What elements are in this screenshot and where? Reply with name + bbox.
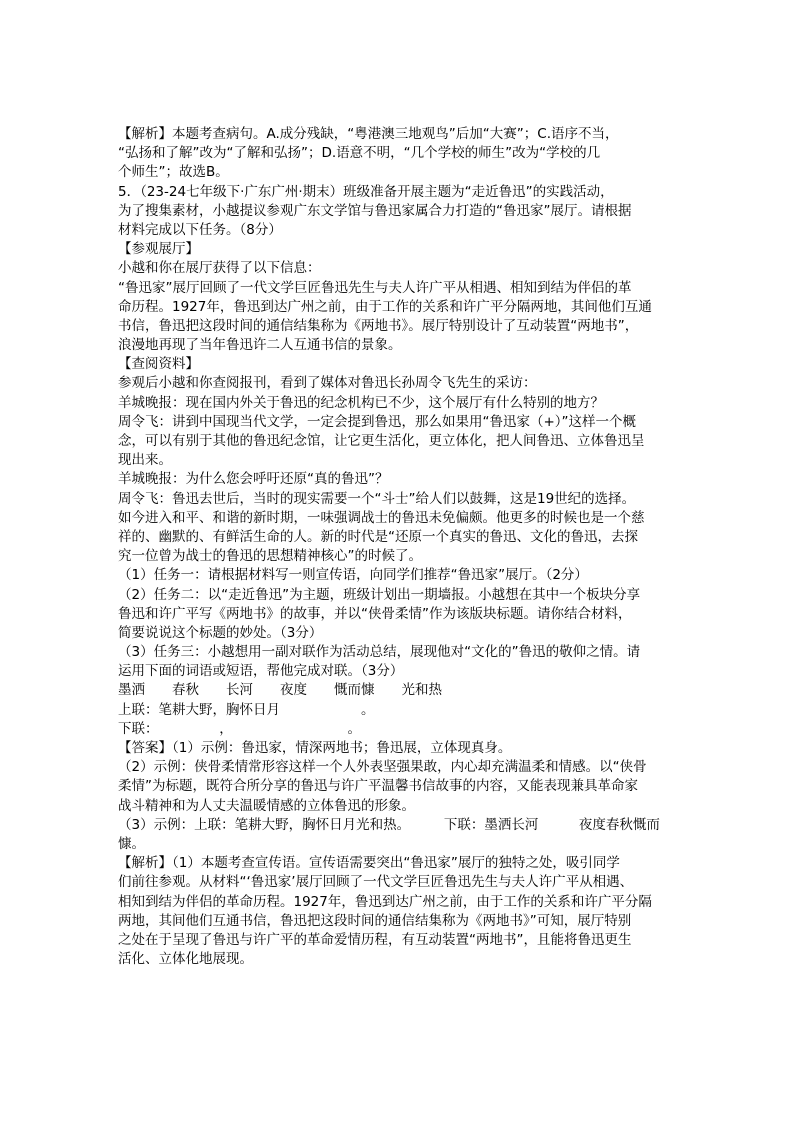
- document-body: [118, 125, 678, 969]
- answer-line: 【答案】（1）示例：鲁迅家，情深两地书；鲁迅展，立体现真身。: [118, 740, 512, 756]
- task-line: （1）任务一：请根据材料写一则宣传语，向同学们推荐“鲁迅家”展厅。（2分）: [118, 567, 588, 584]
- section-heading: 【查阅资料】: [118, 356, 199, 373]
- task-line: （2）任务二：以“走近鲁迅”为主题，班级计划出一期墙报。小越想在其中一个板块分享: [118, 586, 641, 603]
- question-line: 为了搜集素材，小越提议参观广东文学馆与鲁迅家属合力打造的“鲁迅家”展厅。请根据: [118, 202, 632, 219]
- couplet-lower: 下联： ， 。: [118, 720, 361, 737]
- analysis-line: 个师生”；故选B。: [118, 164, 229, 181]
- interview-line: 祥的、幽默的、有鲜活生命的人。新的时代是“还原一个真实的鲁迅、文化的鲁迅，去探: [118, 528, 638, 545]
- material-line: “鲁迅家”展厅回顾了一代文学巨匠鲁迅先生与夫人许广平从相遇、相知到结为伴侣的革: [118, 279, 632, 296]
- analysis-line: 之处在于呈现了鲁迅与许广平的革命爱情历程，有互动装置“两地书”，且能将鲁迅更生: [118, 931, 632, 948]
- answer-line: 慷。: [118, 835, 145, 852]
- question-line: 5．（23-24七年级下·广东广州·期末）班级准备开展主题为“走近鲁迅”的实践活动，: [118, 183, 614, 200]
- interview-line: 周令飞：讲到中国现当代文学，一定会提到鲁迅，那么如果用“鲁迅家（+）”这样一个概: [118, 413, 637, 430]
- analysis-line: 【解析】本题考查病句。A.成分残缺，“粤港澳三地观鸟”后加“大赛”；C.语序不当，: [118, 126, 619, 142]
- interview-line: 周令飞：鲁迅去世后，当时的现实需要一个“斗士”给人们以鼓舞，这是19世纪的选择。: [118, 490, 636, 507]
- task-line: 简要说说这个标题的妙处。（3分）: [118, 624, 323, 641]
- task-line: （3）任务三：小越想用一副对联作为活动总结，展现他对“文化的”鲁迅的敬仰之情。请: [118, 644, 641, 661]
- task-line: 运用下面的词语或短语，帮他完成对联。（3分）: [118, 663, 404, 680]
- answer-line: 战斗精神和为人丈夫温暖情感的立体鲁迅的形象。: [118, 797, 415, 814]
- section-heading: 【参观展厅】: [118, 241, 199, 258]
- answer-line: 柔情”为标题，既符合所分享的鲁迅与许广平温馨书信故事的内容，又能表现兼具革命家: [118, 778, 638, 795]
- analysis-line: 活化、立体化地展现。: [118, 951, 253, 968]
- analysis-line: 【解析】（1）本题考查宣传语。宣传语需要突出“鲁迅家”展厅的独特之处，吸引同学: [118, 855, 620, 872]
- analysis-line: 相知到结为伴侣的革命历程。1927年，鲁迅到达广州之前，由于工作的关系和许广平分隔: [118, 893, 652, 910]
- word-bank: 墨洒 春秋 长河 夜度 慨而慷 光和热: [118, 682, 442, 699]
- material-line: 参观后小越和你查阅报刊，看到了媒体对鲁迅长孙周令飞先生的采访：: [118, 375, 537, 392]
- analysis-line: 们前往参观。从材料“‘鲁迅家’展厅回顾了一代文学巨匠鲁迅先生与夫人许广平从相遇、: [118, 874, 634, 891]
- material-line: 小越和你在展厅获得了以下信息：: [118, 260, 321, 277]
- material-line: 书信，鲁迅把这段时间的通信结集称为《两地书》。展厅特别设计了互动装置“两地书”，: [118, 317, 639, 334]
- answer-line: （2）示例：侠骨柔情常形容这样一个人外表坚强果敢，内心却充满温柔和情感。以“侠骨: [118, 759, 647, 776]
- interview-line: 究一位曾为战士的鲁迅的思想精神核心”的时候了。: [118, 548, 422, 565]
- material-line: 命历程。1927年，鲁迅到达广州之前，由于工作的关系和许广平分隔两地，其间他们互通: [118, 298, 652, 315]
- interview-line: 羊城晚报：现在国内外关于鲁迅的纪念机构已不少，这个展厅有什么特别的地方？: [118, 394, 604, 411]
- analysis-line: 两地，其间他们互通书信，鲁迅把这段时间的通信结集称为《两地书》”可知，展厅特别: [118, 912, 632, 929]
- task-line: 鲁迅和许广平写《两地书》的故事，并以“侠骨柔情”作为该版块标题。请你结合材料，: [118, 605, 632, 622]
- question-line: 材料完成以下任务。（8分）: [118, 221, 282, 238]
- interview-line: 念，可以有别于其他的鲁迅纪念馆，让它更生活化，更立体化，把人间鲁迅、立体鲁迅呈: [118, 433, 645, 449]
- interview-line: 如今进入和平、和谐的新时期，一味强调战士的鲁迅未免偏颇。他更多的时候也是一个慈: [118, 509, 645, 526]
- couplet-upper: 上联：笔耕大野，胸怀日月 。: [118, 701, 375, 718]
- answer-line: （3）示例：上联：笔耕大野，胸怀日月光和热。 下联：墨洒长河 夜度春秋慨而: [118, 816, 660, 833]
- interview-line: 羊城晚报：为什么您会呼吁还原“真的鲁迅”？: [118, 471, 389, 488]
- analysis-line: “弘扬和了解”改为“了解和弘扬”；D.语意不明，“几个学校的师生”改为“学校的几: [118, 145, 601, 162]
- interview-line: 现出来。: [118, 452, 172, 469]
- material-line: 浪漫地再现了当年鲁迅许二人互通书信的景象。: [118, 337, 402, 354]
